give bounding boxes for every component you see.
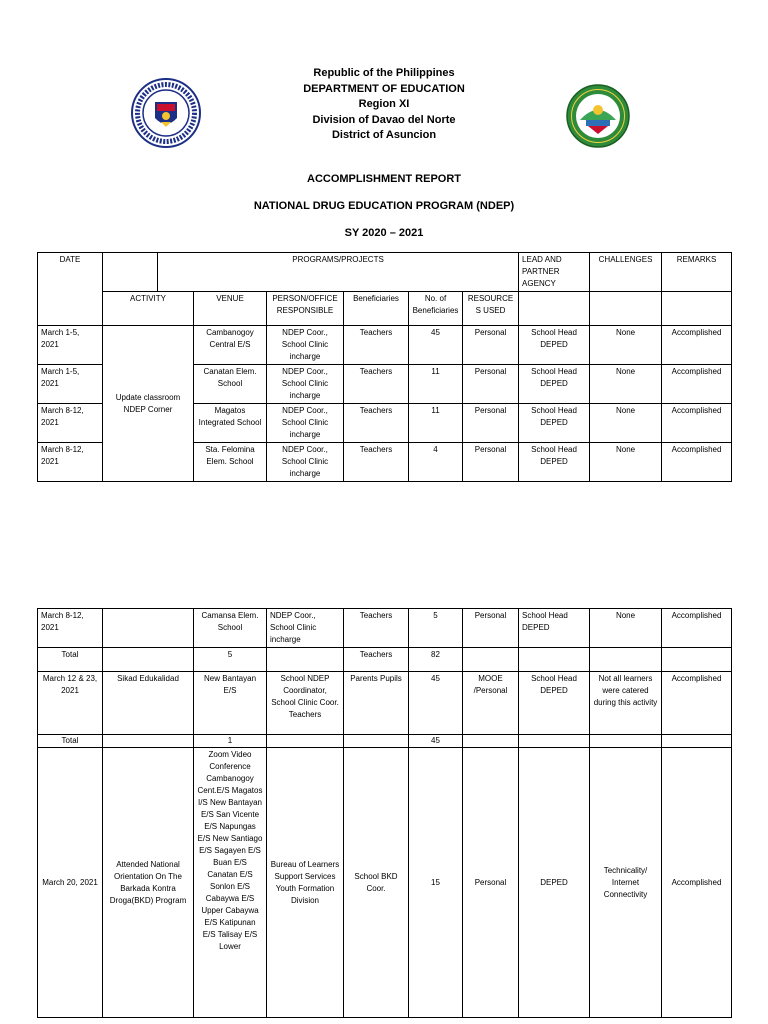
total-venue: 5 [194, 648, 267, 672]
header-department: DEPARTMENT OF EDUCATION [303, 82, 465, 95]
header-venue: VENUE [194, 292, 267, 326]
cell-lead: School Head DEPED [519, 326, 590, 365]
cell-person: NDEP Coor., School Clinic incharge [267, 365, 344, 404]
total-row [38, 648, 732, 672]
cell-beneficiaries: Teachers [344, 365, 409, 404]
cell-remarks: Accomplished [662, 404, 732, 443]
header-district: District of Asuncion [331, 129, 437, 141]
cell-resources: Personal [463, 748, 519, 1018]
cell-lead: School Head DEPED [519, 443, 590, 482]
cell-person: Bureau of Learners Support Services Youth Formation Division [267, 748, 344, 1018]
cell-resources: Personal [463, 609, 519, 648]
cell-lead: School Head DEPED [519, 672, 590, 735]
cell-activity: Sikad Edukalidad [103, 672, 194, 735]
accomplishment-table-2 [37, 608, 732, 1018]
cell-lead: DEPED [519, 748, 590, 1018]
accomplishment-table-1 [37, 252, 732, 482]
cell-remarks: Accomplished [662, 609, 732, 648]
cell-beneficiaries: Teachers [344, 443, 409, 482]
table-row [38, 326, 732, 365]
cell-remarks: Accomplished [662, 748, 732, 1018]
header-programs: PROGRAMS/PROJECTS [158, 253, 519, 292]
cell-num: 15 [409, 748, 463, 1018]
table-row [38, 672, 732, 735]
table-row [38, 748, 732, 1018]
cell-date: March 12 & 23, 2021 [38, 672, 103, 735]
cell-challenges: None [590, 443, 662, 482]
cell-challenges: None [590, 404, 662, 443]
cell-remarks: Accomplished [662, 672, 732, 735]
cell-date: March 8-12, 2021 [38, 404, 103, 443]
cell-remarks: Accomplished [662, 365, 732, 404]
total-num: 82 [409, 648, 463, 672]
header-person: PERSON/OFFICE RESPONSIBLE [267, 292, 344, 326]
header-remarks: REMARKS [662, 253, 732, 292]
header-republic: Republic of the Philippines [313, 67, 455, 79]
cell-lead: School Head DEPED [519, 404, 590, 443]
cell-challenges: None [590, 609, 662, 648]
cell-venue: Zoom Video Conference Cambanogoy Cent.E/S Magatos I/S New Bantayan E/S San Vicente E/S Napungas E/S New Santiago E/S Sagayen E/S Buan E/S Canatan E/S Sonlon E/S Cabaywa E/S Upper Cabaywa E/S Katipunan E/S Talisay E/S Lower [194, 748, 267, 1018]
cell-challenges: Technicality/ Internet Connectivity [590, 748, 662, 1018]
cell-venue: Sta. Felomina Elem. School [194, 443, 267, 482]
cell-num: 45 [409, 672, 463, 735]
cell-num: 5 [409, 609, 463, 648]
cell-beneficiaries: Teachers [344, 609, 409, 648]
total-num: 45 [409, 735, 463, 748]
cell-resources: Personal [463, 404, 519, 443]
cell-challenges: None [590, 326, 662, 365]
header-division: Division of Davao del Norte [312, 113, 456, 126]
cell-venue: Magatos Integrated School [194, 404, 267, 443]
header-challenges: CHALLENGES [590, 253, 662, 292]
header-lead: LEAD AND PARTNER AGENCY [519, 253, 590, 292]
cell-remarks: Accomplished [662, 443, 732, 482]
cell-num: 11 [409, 365, 463, 404]
cell-venue: Cambanogoy Central E/S [194, 326, 267, 365]
letterhead [0, 66, 768, 144]
header-activity: ACTIVITY [103, 292, 194, 326]
cell-beneficiaries: School BKD Coor. [344, 748, 409, 1018]
header-beneficiaries: Beneficiaries [344, 292, 409, 326]
table-row [38, 609, 732, 648]
header-num-beneficiaries: No. of Beneficiaries [409, 292, 463, 326]
cell-beneficiaries: Teachers [344, 404, 409, 443]
cell-lead: School Head DEPED [519, 609, 590, 648]
cell-venue: Canatan Elem. School [194, 365, 267, 404]
cell-person: NDEP Coor., School Clinic incharge [267, 609, 344, 648]
cell-resources: Personal [463, 365, 519, 404]
cell-num: 11 [409, 404, 463, 443]
total-label: Total [38, 735, 103, 748]
cell-lead: School Head DEPED [519, 365, 590, 404]
cell-beneficiaries: Teachers [344, 326, 409, 365]
cell-remarks: Accomplished [662, 326, 732, 365]
cell-person: NDEP Coor., School Clinic incharge [267, 443, 344, 482]
total-venue: 1 [194, 735, 267, 748]
cell-resources: Personal [463, 326, 519, 365]
cell-date: March 8-12, 2021 [38, 443, 103, 482]
header-region: Region XI [358, 98, 410, 110]
cell-date: March 1-5, 2021 [38, 326, 103, 365]
header-resources: RESOURCES USED [463, 292, 519, 326]
cell-resources: MOOE /Personal [463, 672, 519, 735]
cell-activity: Update classroom NDEP Corner [103, 326, 194, 482]
cell-venue: Camansa Elem. School [194, 609, 267, 648]
cell-person: School NDEP Coordinator, School Clinic Coor. Teachers [267, 672, 344, 735]
cell-resources: Personal [463, 443, 519, 482]
total-row [38, 735, 732, 748]
cell-challenges: Not all learners were catered during this activity [590, 672, 662, 735]
total-label: Total [38, 648, 103, 672]
report-titles [0, 173, 768, 254]
cell-num: 4 [409, 443, 463, 482]
cell-beneficiaries: Parents Pupils [344, 672, 409, 735]
program-title: NATIONAL DRUG EDUCATION PROGRAM (NDEP) [253, 200, 515, 212]
header-date: DATE [38, 253, 103, 326]
total-beneficiaries: Teachers [344, 648, 409, 672]
cell-num: 45 [409, 326, 463, 365]
cell-person: NDEP Coor., School Clinic incharge [267, 326, 344, 365]
cell-date: March 8-12, 2021 [38, 609, 103, 648]
cell-date: March 1-5, 2021 [38, 365, 103, 404]
cell-challenges: None [590, 365, 662, 404]
cell-venue: New Bantayan E/S [194, 672, 267, 735]
cell-activity: Attended National Orientation On The Barkada Kontra Droga(BKD) Program [103, 748, 194, 1018]
cell-date: March 20, 2021 [38, 748, 103, 1018]
school-year: SY 2020 – 2021 [344, 227, 424, 239]
cell-person: NDEP Coor., School Clinic incharge [267, 404, 344, 443]
report-title: ACCOMPLISHMENT REPORT [307, 173, 461, 185]
